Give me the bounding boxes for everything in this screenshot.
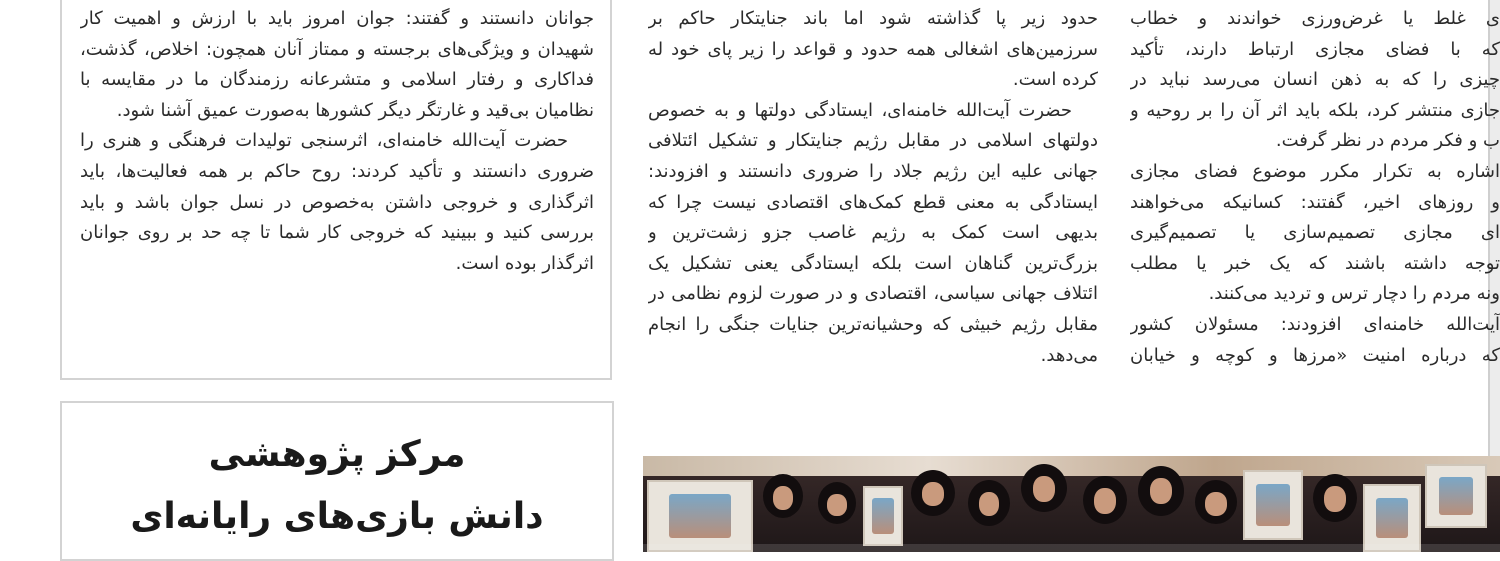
- right-line-4: جازی منتشر کرد، بلکه باید اثر آن را بر روحیه و: [1130, 99, 1500, 121]
- left-paragraph-2: حضرت آیت‌الله خامنه‌ای، اثرسنجی تولیدات فرهنگی و هنری را ضروری دانستند و تأکید کردند: روح حاکم بر همه فعالیت‌ها، باید اثرگذاری و خروجی داشتن به‌خصوص در نسل جوان باشد و باید بررسی کنید و ببینید که خروجی کار شما تا چه حد بر روی جوانان اثرگذار بوده است.: [80, 130, 594, 274]
- photo-face: [773, 486, 793, 510]
- crowd-holding-portraits-image: [643, 456, 1500, 552]
- photo-face: [1324, 486, 1346, 512]
- right-line-7: و روزهای اخیر، گفتند: کسانیکه می‌خواهند: [1130, 191, 1500, 213]
- photo-face: [979, 492, 999, 516]
- left-paragraph-1: جوانان دانستند و گفتند: جوان امروز باید با ارزش و اهمیت کار شهیدان و ویژگی‌های برجسته و ممتاز آنان همچون: اخلاص، گذشت، فداکاری و رفتار اسلامی و متشرعانه رزمندگان ما در مقایسه با نظامیان بی‌قید و غارتگر دیگر کشورها به‌صورت عمیق آشنا شود.: [80, 8, 594, 121]
- right-line-3: چیزی را که به ذهن انسان می‌رسد نباید در: [1130, 69, 1500, 91]
- left-article-column: [80, 4, 594, 366]
- portrait-frame: [1425, 464, 1487, 528]
- photo-face: [827, 494, 847, 516]
- photo-face: [1150, 478, 1172, 504]
- photo-face: [1094, 488, 1116, 514]
- middle-paragraph-1: حدود زیر پا گذاشته شود اما باند جنایتکار حاکم بر سرزمین‌های اشغالی همه حدود و قواعد را زیر پای خود له کرده است.: [648, 8, 1098, 91]
- middle-article-column: [648, 4, 1098, 434]
- portrait-frame: [647, 480, 753, 552]
- right-line-5: ب و فکر مردم در نظر گرفت.: [1275, 130, 1500, 152]
- photo-background: [643, 456, 1500, 476]
- middle-paragraph-2: حضرت آیت‌الله خامنه‌ای، ایستادگی دولتها و به خصوص دولتهای اسلامی در مقابل رژیم جنایتکار و تشکیل ائتلافی جهانی علیه این رژیم جلاد را ضروری دانستند و افزودند: ایستادگی به معنی قطع کمک‌های اقتصادی نیست چرا که بدیهی است کمک به رژیم غاصب جزو زشت‌ترین و بزرگ‌ترین گناهان است بلکه ایستادگی یعنی تشکیل یک ائتلاف جهانی سیاسی، اقتصادی و در صورت لزوم نظامی در مقابل رژیم خبیثی که وحشیانه‌ترین جنایات جنگی را انجام می‌دهد.: [648, 99, 1098, 366]
- photo-face: [1205, 492, 1227, 516]
- photo-foreground: [643, 544, 1500, 552]
- portrait-frame: [1243, 470, 1303, 540]
- right-line-2: که با فضای مجازی ارتباط دارند، تأکید: [1130, 38, 1500, 60]
- advertisement-title-line-2: دانش بازی‌های رایانه‌ای: [130, 496, 544, 537]
- right-line-10: ونه مردم را دچار ترس و تردید می‌کنند.: [1208, 283, 1500, 305]
- right-line-8: ای مجازی تصمیم‌سازی یا تصمیم‌گیری: [1130, 222, 1500, 244]
- portrait-frame: [863, 486, 903, 546]
- photo-face: [1033, 476, 1055, 502]
- right-article-column: [1130, 4, 1500, 434]
- photo-face: [922, 482, 944, 506]
- right-line-12: که درباره امنیت «مرزها و کوچه و خیابان: [1130, 344, 1500, 366]
- right-line-9: توجه داشته باشند که یک خبر یا مطلب: [1130, 252, 1500, 274]
- portrait-frame: [1363, 484, 1421, 552]
- right-line-6: اشاره به تکرار مکرر موضوع فضای مجازی: [1130, 160, 1500, 182]
- right-line-11: آیت‌الله خامنه‌ای افزودند: مسئولان کشور: [1130, 313, 1500, 335]
- advertisement-title-line-1: مرکز پژوهشی: [208, 434, 466, 475]
- advertisement-box: [60, 401, 614, 561]
- right-line-1: ی غلط یا غرض‌ورزی خواندند و خطاب: [1130, 8, 1500, 29]
